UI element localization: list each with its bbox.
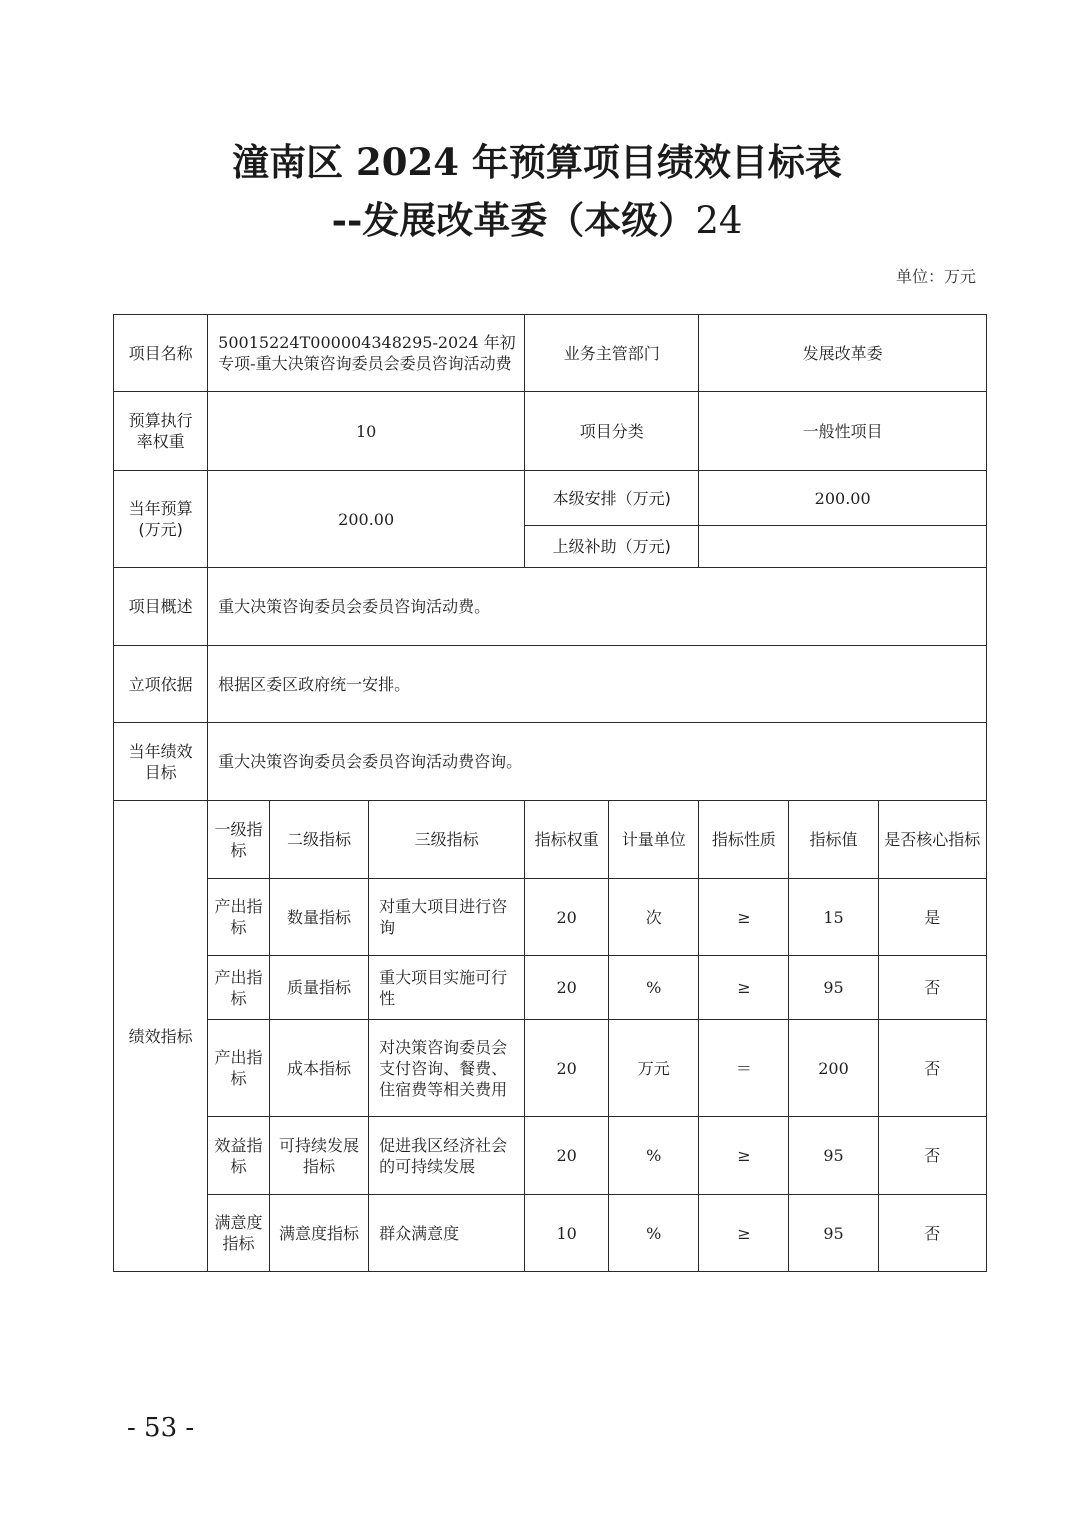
header-level2: 二级指标 — [269, 801, 368, 879]
header-level3: 三级指标 — [369, 801, 525, 879]
row-weight — [114, 392, 987, 471]
subtitle-dept: --发展改革委（本级） — [331, 198, 696, 242]
row-nature: ≥ — [699, 1195, 789, 1272]
dept-value: 发展改革委 — [699, 315, 987, 392]
project-name-value: 50015224T000004348295-2024 年初专项-重大决策咨询委员会委员咨询活动费 — [208, 315, 525, 392]
header-core: 是否核心指标 — [878, 801, 986, 879]
basis-value: 根据区委区政府统一安排。 — [208, 646, 987, 723]
row-nature: ≥ — [699, 1117, 789, 1195]
row-overview — [114, 568, 987, 646]
header-nature: 指标性质 — [699, 801, 789, 879]
row-weight: 20 — [525, 956, 609, 1020]
weight-label: 预算执行率权重 — [114, 392, 208, 471]
row-nature: ＝ — [699, 1020, 789, 1117]
local-label: 本级安排（万元) — [525, 471, 699, 526]
row-level1: 满意度指标 — [208, 1195, 270, 1272]
row-level3: 对重大项目进行咨询 — [369, 879, 525, 956]
category-value: 一般性项目 — [699, 392, 987, 471]
basis-label: 立项依据 — [114, 646, 208, 723]
overview-label: 项目概述 — [114, 568, 208, 646]
row-project-name — [114, 315, 987, 392]
header-level1: 一级指标 — [208, 801, 270, 879]
table-row — [114, 1195, 987, 1272]
row-level3: 重大项目实施可行性 — [369, 956, 525, 1020]
table-row — [114, 879, 987, 956]
row-level3: 对决策咨询委员会支付咨询、餐费、住宿费等相关费用 — [369, 1020, 525, 1117]
budget-value: 200.00 — [208, 471, 525, 568]
row-value: 95 — [789, 956, 878, 1020]
indicator-header-row — [114, 801, 987, 879]
page-title: 潼南区 2024 年预算项目绩效目标表 — [232, 140, 842, 184]
row-level3: 群众满意度 — [369, 1195, 525, 1272]
table-row — [114, 1117, 987, 1195]
row-nature: ≥ — [699, 956, 789, 1020]
goal-label: 当年绩效目标 — [114, 723, 208, 801]
row-value: 95 — [789, 1117, 878, 1195]
page-subtitle — [0, 190, 1074, 244]
local-value: 200.00 — [699, 471, 987, 526]
performance-table — [113, 314, 987, 1272]
row-unit: 次 — [609, 879, 699, 956]
row-value: 200 — [789, 1020, 878, 1117]
row-goal — [114, 723, 987, 801]
row-unit: % — [609, 1117, 699, 1195]
header-weight: 指标权重 — [525, 801, 609, 879]
upper-label: 上级补助（万元) — [525, 526, 699, 568]
row-unit: 万元 — [609, 1020, 699, 1117]
page-number: - 53 - — [127, 1413, 195, 1443]
row-level2: 质量指标 — [269, 956, 368, 1020]
row-level2: 满意度指标 — [269, 1195, 368, 1272]
row-basis — [114, 646, 987, 723]
header-value: 指标值 — [789, 801, 878, 879]
row-level2: 可持续发展指标 — [269, 1117, 368, 1195]
row-weight: 20 — [525, 1117, 609, 1195]
row-level1: 产出指标 — [208, 956, 270, 1020]
row-weight: 20 — [525, 879, 609, 956]
unit-note: 单位：万元 — [895, 267, 976, 286]
project-name-label: 项目名称 — [114, 315, 208, 392]
row-value: 15 — [789, 879, 878, 956]
upper-value — [699, 526, 987, 568]
row-level2: 数量指标 — [269, 879, 368, 956]
row-value: 95 — [789, 1195, 878, 1272]
row-level2: 成本指标 — [269, 1020, 368, 1117]
row-level1: 产出指标 — [208, 1020, 270, 1117]
indicators-section-label: 绩效指标 — [114, 801, 208, 1272]
row-nature: ≥ — [699, 879, 789, 956]
row-level3: 促进我区经济社会的可持续发展 — [369, 1117, 525, 1195]
row-unit: % — [609, 956, 699, 1020]
subtitle-number: 24 — [695, 199, 743, 242]
row-level1: 效益指标 — [208, 1117, 270, 1195]
weight-value: 10 — [208, 392, 525, 471]
row-unit: % — [609, 1195, 699, 1272]
table-row — [114, 1020, 987, 1117]
goal-value: 重大决策咨询委员会委员咨询活动费咨询。 — [208, 723, 987, 801]
row-budget-local — [114, 471, 987, 526]
row-level1: 产出指标 — [208, 879, 270, 956]
row-weight: 20 — [525, 1020, 609, 1117]
category-label: 项目分类 — [525, 392, 699, 471]
row-core: 否 — [878, 1195, 986, 1272]
header-unit: 计量单位 — [609, 801, 699, 879]
overview-value: 重大决策咨询委员会委员咨询活动费。 — [208, 568, 987, 646]
row-core: 否 — [878, 1117, 986, 1195]
row-weight: 10 — [525, 1195, 609, 1272]
dept-label: 业务主管部门 — [525, 315, 699, 392]
row-core: 是 — [878, 879, 986, 956]
row-core: 否 — [878, 956, 986, 1020]
budget-label: 当年预算(万元) — [114, 471, 208, 568]
table-row — [114, 956, 987, 1020]
row-core: 否 — [878, 1020, 986, 1117]
